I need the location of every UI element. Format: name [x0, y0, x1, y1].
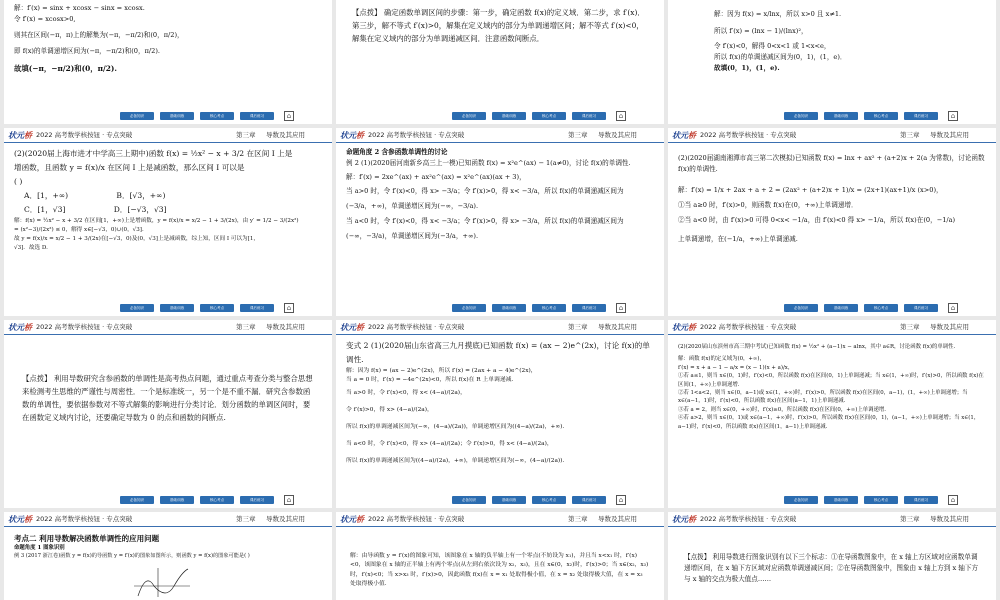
logo-text: 状元	[8, 131, 24, 140]
derivative-curve	[138, 569, 188, 596]
home-icon[interactable]: ⌂	[948, 111, 958, 121]
nav-button-training[interactable]: 基础训练	[492, 304, 526, 312]
text-line: 解：f′(x) = sinx + xcosx − sinx = xcosx.	[14, 4, 145, 12]
slide-tip-param	[4, 320, 332, 508]
header-section: 导数及其应用	[598, 515, 637, 523]
nav-button-practice[interactable]: 课后练习	[572, 112, 606, 120]
text-line: (−∞，−3/a)，单调递增区间为(−3/a，+∞).	[346, 232, 479, 240]
logo-text: 状元	[672, 515, 688, 524]
nav-button-knowledge[interactable]: 必备知识	[120, 496, 154, 504]
text-line: ④若 a>2，则当 x∈(0，1)或 x∈(a−1，+∞)时，f′(x)>0，所以函数 f(x)在区间(0，1)，(a−1，+∞)上单调递增；当 x∈(1，a−1)时，f′(x)<0，所以函数 f(x)在区间(1，a−1)上单调递减.	[678, 415, 980, 430]
nav-button-practice[interactable]: 课后练习	[904, 496, 938, 504]
subtopic-title: 命题角度 1 图象识别	[14, 545, 65, 551]
slide-header	[4, 320, 332, 335]
nav-button-knowledge[interactable]: 必备知识	[452, 496, 486, 504]
text-line: f′(x) = x + a − 1 − a/x = (x − 1)(x + a)/x，	[678, 364, 794, 371]
logo-text: 状元	[672, 131, 688, 140]
header-chapter: 第三章	[568, 323, 588, 331]
slide-header	[668, 512, 996, 527]
brand-logo	[672, 513, 696, 527]
nav-button-core[interactable]: 核心考点	[532, 304, 566, 312]
slide-body	[336, 0, 664, 106]
brand-logo	[340, 129, 364, 143]
slide-header	[668, 320, 996, 335]
text-line: ①若 a≤1，则当 x∈(0，1)时，f′(x)<0，所以函数 f(x)在区间(0，1)上单调递减；当 x∈(1，+∞)时，f′(x)>0，所以函数 f(x)在区间(1，+∞)上单调递增.	[678, 373, 984, 388]
slide-footer	[668, 299, 996, 316]
header-title: 2022 高考数学核按钮 · 专点突破	[700, 515, 797, 523]
text-line: ②若 1<a<2，则当 x∈(0，a−1)或 x∈(1，+∞)时，f′(x)>0，所以函数 f(x)在区间(0，a−1)，(1，+∞)上单调递增；当 x∈(a−1，1)时，f′(x)<0，所以函数 f(x)在区间(a−1，1)上单调递减.	[678, 390, 968, 405]
nav-button-training[interactable]: 基础训练	[824, 112, 858, 120]
nav-button-knowledge[interactable]: 必备知识	[452, 304, 486, 312]
slide-answer-lnx	[668, 0, 996, 124]
nav-button-core[interactable]: 核心考点	[864, 304, 898, 312]
text-line: ③若 a = 2，则当 x∈(0，+∞)时，f′(x)≥0，所以函数 f(x)在区间(0，+∞)上单调递增.	[678, 406, 887, 413]
header-chapter: 第三章	[236, 515, 256, 523]
header-chapter: 第三章	[236, 323, 256, 331]
header-chapter: 第三章	[900, 515, 920, 523]
slide-body	[4, 336, 332, 490]
header-title: 2022 高考数学核按钮 · 专点突破	[368, 515, 465, 523]
text-line: ①当 a≥0 时，f′(x)>0，则函数 f(x)在(0，+∞)上单调递增．	[678, 201, 858, 209]
tip-text: 【点拨】 确定函数单调区间的步骤：第一步，确定函数 f(x)的定义域．第二步，求 f′(x)．第三步，解不等式 f′(x)>0，解集在定义域内的部分为单调递增区间；解不等式 f′(x)<0，解集在定义域内的部分为单调递减区间．注意函数间断点．	[352, 8, 645, 43]
text-line: (2)(2020届山东滨州市高三期中考试)已知函数 f(x) = ½x² + (a−1)x − alnx，其中 a∈R，讨论函数 f(x)的单调性.	[678, 344, 956, 350]
text-line: (2)(2020届湖南湘潭市高三第二次模拟)已知函数 f(x) = lnx + ax² + (a+2)x + 2(a 为常数)，讨论函数 f(x)的单调性.	[678, 154, 985, 173]
derivative-graph	[132, 566, 192, 598]
logo-text-tail: 桥	[356, 515, 364, 524]
slide-body	[4, 144, 332, 298]
slide-footer	[668, 107, 996, 124]
header-section: 导数及其应用	[598, 131, 637, 139]
text-line: 当 a<0 时，令 f′(x)<0，得 x< −3/a；令 f′(x)>0，得 x> −3/a，所以 f(x)的单调递减区间为	[346, 217, 624, 225]
topic-title: 考点二 利用导数解决函数单调性的应用问题	[14, 534, 160, 543]
slide-footer	[668, 491, 996, 508]
text-line: 所以 f(x)的单调递减区间为((4−a)/(2a)，+∞)，单调递增区间为(−∞，(4−a)/(2a)).	[346, 458, 565, 464]
logo-text-tail: 桥	[24, 131, 32, 140]
text-line: 解：f′(x) = 2xe^(ax) + ax²e^(ax) = x²e^(ax)(ax + 3)，	[346, 173, 526, 181]
logo-text: 状元	[672, 323, 688, 332]
text-line: 解：因为 f(x) = (ax − 2)e^(2x)，所以 f′(x) = (2ax + a − 4)e^(2x)，	[346, 368, 537, 374]
home-icon[interactable]: ⌂	[948, 303, 958, 313]
text-line: 当 a<0 时，令 f′(x)<0，得 x> (4−a)/(2a)；令 f′(x)>0，得 x< (4−a)/(2a)，	[346, 441, 553, 447]
nav-button-core[interactable]: 核心考点	[200, 496, 234, 504]
nav-button-training[interactable]: 基础训练	[492, 496, 526, 504]
header-chapter: 第三章	[900, 131, 920, 139]
text-line: 解：由导函数 y = f′(x)的图象可知，该图象在 x 轴的负半轴上有一个零点(不妨设为 x₁)，并且当 x<x₁ 时，f′(x)<0，该图象在 x 轴的正半轴上有两个零点(从左到右依次设为 x₂，x₃)，且在 x∈(0，x₂)时，f′(x)>0；当 x∈(x₂，x₃)时，f′(x)<0；当 x>x₃ 时，f′(x)>0，因此函数 f(x)在 x = x₁ 处取得极小值，在 x = x₂ 处取得极大值，在 x = x₃ 处取得极小值.	[350, 553, 649, 588]
nav-button-practice[interactable]: 课后练习	[904, 112, 938, 120]
home-icon[interactable]: ⌂	[616, 495, 626, 505]
header-section: 导数及其应用	[266, 131, 305, 139]
header-section: 导数及其应用	[930, 131, 969, 139]
slide-body	[668, 552, 996, 600]
slide-header	[336, 512, 664, 527]
brand-logo	[672, 321, 696, 335]
nav-button-knowledge[interactable]: 必备知识	[784, 112, 818, 120]
text-line: 增函数，且函数 y = f(x)/x 在区间 I 上是减函数，那么区间 I 可以是	[14, 163, 245, 172]
text-line: 令 f′(x)<0，解得 0<x<1 或 1<x<e，	[714, 42, 831, 50]
slide-header	[668, 128, 996, 143]
slide-tip-graph	[668, 512, 996, 600]
nav-button-training[interactable]: 基础训练	[160, 112, 194, 120]
text-line: 解：函数 f(x)的定义域为(0，+∞)，	[678, 356, 765, 363]
nav-button-core[interactable]: 核心考点	[532, 496, 566, 504]
slide-header	[4, 128, 332, 143]
header-chapter: 第三章	[236, 131, 256, 139]
tip-text: 【点拨】 利用导数研究含参函数的单调性是高考热点问题，通过重点考查分类与整合思想来检测考生思维的严谨性与周密性．一个是标准统一，另一个是不重不漏．研究含参数函数的单调性，要依据参数对不等式解集的影响进行分类讨论．划分函数的单调区间时，要在函数定义域内讨论，还要确定导数为 0 的点和函数的间断点.	[22, 374, 313, 422]
header-title: 2022 高考数学核按钮 · 专点突破	[36, 323, 133, 331]
home-icon[interactable]: ⌂	[284, 303, 294, 313]
subtopic-title: 命题角度 2 含参函数单调性的讨论	[346, 148, 448, 156]
text-line: 所以 f(x)的单调递减区间为(−∞，(4−a)/(2a))，单调递增区间为((4−a)/(2a)，+∞).	[346, 424, 565, 430]
logo-text-tail: 桥	[356, 323, 364, 332]
slide-body	[668, 0, 996, 106]
slide-tip-steps	[336, 0, 664, 124]
text-line: 即 f(x)的单调递增区间为(−π，−π/2)和(0，π/2).	[14, 47, 160, 55]
nav-button-practice[interactable]: 课后练习	[904, 304, 938, 312]
text-line: 例 2 (1)(2020届河南新乡高三上一模)已知函数 f(x) = x²e^(ax) − 1(a≠0)，讨论 f(x)的单调性.	[346, 159, 631, 167]
nav-button-practice[interactable]: 课后练习	[572, 304, 606, 312]
header-title: 2022 高考数学核按钮 · 专点突破	[36, 131, 133, 139]
slide-footer	[336, 299, 664, 316]
nav-button-core[interactable]: 核心考点	[200, 112, 234, 120]
text-line: 上单调递增，在(−1/a，+∞)上单调递减.	[678, 235, 798, 243]
brand-logo	[8, 129, 32, 143]
home-icon[interactable]: ⌂	[284, 111, 294, 121]
nav-button-core[interactable]: 核心考点	[864, 496, 898, 504]
logo-text-tail: 桥	[356, 131, 364, 140]
logo-text-tail: 桥	[24, 515, 32, 524]
slide-footer	[336, 491, 664, 508]
slide-variant-2	[336, 320, 664, 508]
slide-body	[336, 552, 664, 600]
slide-body	[336, 336, 664, 490]
brand-logo	[340, 321, 364, 335]
slide-binzhou-example	[668, 320, 996, 508]
text-line: ②当 a<0 时，由 f′(x)>0 可得 0<x< −1/a，由 f′(x)<0 得 x> −1/a，所以 f(x)在(0，−1/a)	[678, 216, 956, 224]
text-line: 所以 f(x)的单调递减区间为(0，1)，(1，e)．	[714, 53, 847, 61]
nav-button-core[interactable]: 核心考点	[200, 304, 234, 312]
logo-text: 状元	[340, 131, 356, 140]
logo-text: 状元	[340, 515, 356, 524]
slide-topic-two	[4, 512, 332, 600]
logo-text-tail: 桥	[24, 323, 32, 332]
slide-header	[336, 128, 664, 143]
home-icon[interactable]: ⌂	[948, 495, 958, 505]
slide-footer	[4, 299, 332, 316]
nav-button-training[interactable]: 基础训练	[160, 496, 194, 504]
header-title: 2022 高考数学核按钮 · 专点突破	[368, 323, 465, 331]
logo-text-tail: 桥	[688, 515, 696, 524]
slide-body	[336, 144, 664, 298]
slide-example-interval	[4, 128, 332, 316]
slide-header	[4, 512, 332, 527]
logo-text-tail: 桥	[688, 131, 696, 140]
nav-button-knowledge[interactable]: 必备知识	[120, 112, 154, 120]
home-icon[interactable]: ⌂	[616, 111, 626, 121]
logo-text-tail: 桥	[688, 323, 696, 332]
header-title: 2022 高考数学核按钮 · 专点突破	[700, 323, 797, 331]
header-section: 导数及其应用	[266, 515, 305, 523]
nav-button-core[interactable]: 核心考点	[864, 112, 898, 120]
home-icon[interactable]: ⌂	[284, 495, 294, 505]
nav-button-training[interactable]: 基础训练	[160, 304, 194, 312]
text-line: 解：f(x) = ½x² − x + 3/2 在区间[1，+∞)上是增函数，y = f(x)/x = x/2 − 1 + 3/(2x)，由 y′ = 1/2 − 3/(2x²)	[14, 218, 299, 224]
tip-text: 【点拨】 利用导数进行图象识别有以下三个标志：①在导函数图象中，在 x 轴上方区域对应函数单调递增区间，在 x 轴下方区域对应函数单调递减区间；②在导函数图象中，图象由 x 轴上方到 x 轴下方与 x 轴的交点为极大值点……	[684, 553, 979, 583]
text-line: 故填(0，1)，(1，e).	[714, 64, 780, 72]
text-line: 解：因为 f(x) = x/lnx，所以 x>0 且 x≠1.	[714, 10, 842, 18]
nav-button-practice[interactable]: 课后练习	[240, 112, 274, 120]
nav-button-practice[interactable]: 课后练习	[240, 304, 274, 312]
nav-button-training[interactable]: 基础训练	[492, 112, 526, 120]
header-section: 导数及其应用	[266, 323, 305, 331]
text-line: 所以 f′(x) = (lnx − 1)/(lnx)²，	[714, 27, 808, 35]
nav-button-practice[interactable]: 课后练习	[572, 496, 606, 504]
slide-answer-sinx	[4, 0, 332, 124]
text-line: ( )	[14, 177, 23, 186]
nav-button-core[interactable]: 核心考点	[532, 112, 566, 120]
header-section: 导数及其应用	[598, 323, 637, 331]
text-line: 解：f′(x) = 1/x + 2ax + a + 2 = (2ax² + (a+2)x + 1)/x = (2x+1)(ax+1)/x (x>0)，	[678, 186, 943, 194]
text-line: √3]．故选 D.	[14, 245, 48, 251]
nav-button-knowledge[interactable]: 必备知识	[452, 112, 486, 120]
header-section: 导数及其应用	[930, 323, 969, 331]
nav-button-practice[interactable]: 课后练习	[240, 496, 274, 504]
slide-footer	[4, 491, 332, 508]
header-chapter: 第三章	[568, 515, 588, 523]
text-line: 当 a>0 时，令 f′(x)<0，得 x< (4−a)/(2a)，	[346, 390, 466, 396]
nav-button-knowledge[interactable]: 必备知识	[784, 496, 818, 504]
text-line: 令 f′(x)>0，得 x> (4−a)/(2a)，	[346, 407, 433, 413]
text-line: 故 y = f(x)/x = x/2 − 1 + 3/(2x)在[−√3，0)及(0，√3]上是减函数，综上知，区间 I 可以为[1，	[14, 236, 259, 242]
slide-footer	[336, 107, 664, 124]
option-line: C．[1，√3] D．[−√3，√3]	[24, 205, 167, 214]
text-line: 故填(−π，−π/2)和(0，π/2).	[14, 64, 117, 73]
text-line: (2)(2020届上海市进才中学高三上期中)函数 f(x) = ½x² − x + 3/2 在区间 I 上是	[14, 149, 293, 158]
header-chapter: 第三章	[568, 131, 588, 139]
text-line: 则其在区间(−π，π)上的解集为(−π，−π/2)和(0，π/2)，	[14, 31, 184, 39]
text-line: = (x²−3)/(2x²) ≤ 0，解得 x∈[−√3，0)∪(0，√3].	[14, 227, 144, 233]
home-icon[interactable]: ⌂	[616, 303, 626, 313]
text-line: 例 3 (2017 浙江卷)函数 y = f(x)的导函数 y = f′(x)的图象如图所示，则函数 y = f(x)的图象可能是( )	[14, 553, 250, 559]
text-line: 当 a>0 时，令 f′(x)<0，得 x> −3/a；令 f′(x)>0，得 x< −3/a，所以 f(x)的单调递减区间为	[346, 187, 624, 195]
text-line: (−3/a，+∞)，单调递增区间为(−∞，−3/a).	[346, 202, 479, 210]
nav-button-knowledge[interactable]: 必备知识	[784, 304, 818, 312]
text-line: 当 a = 0 时，f′(x) = −4e^(2x)<0，所以 f(x)在 R 上单调递减.	[346, 377, 514, 383]
header-title: 2022 高考数学核按钮 · 专点突破	[36, 515, 133, 523]
logo-text: 状元	[8, 515, 24, 524]
slide-body	[4, 530, 332, 600]
nav-button-knowledge[interactable]: 必备知识	[120, 304, 154, 312]
nav-button-training[interactable]: 基础训练	[824, 304, 858, 312]
text-line: 变式 2 (1)(2020届山东省高三九月摸底)已知函数 f(x) = (ax − 2)e^(2x)，讨论 f(x)的单调性.	[346, 341, 650, 364]
brand-logo	[8, 513, 32, 527]
option-line: A．[1，+∞) B．[√3，+∞)	[24, 191, 166, 200]
slide-body	[668, 336, 996, 490]
slide-header	[336, 320, 664, 335]
header-title: 2022 高考数学核按钮 · 专点突破	[368, 131, 465, 139]
slide-body	[4, 0, 332, 106]
nav-button-training[interactable]: 基础训练	[824, 496, 858, 504]
header-title: 2022 高考数学核按钮 · 专点突破	[700, 131, 797, 139]
brand-logo	[672, 129, 696, 143]
logo-text: 状元	[8, 323, 24, 332]
slide-solution-graph	[336, 512, 664, 600]
text-line: 令 f′(x) = xcosx>0,	[14, 15, 76, 23]
header-section: 导数及其应用	[930, 515, 969, 523]
slide-footer	[4, 107, 332, 124]
slide-hunan-example	[668, 128, 996, 316]
header-chapter: 第三章	[900, 323, 920, 331]
slide-body	[668, 144, 996, 298]
brand-logo	[340, 513, 364, 527]
slide-param-discussion	[336, 128, 664, 316]
brand-logo	[8, 321, 32, 335]
logo-text: 状元	[340, 323, 356, 332]
